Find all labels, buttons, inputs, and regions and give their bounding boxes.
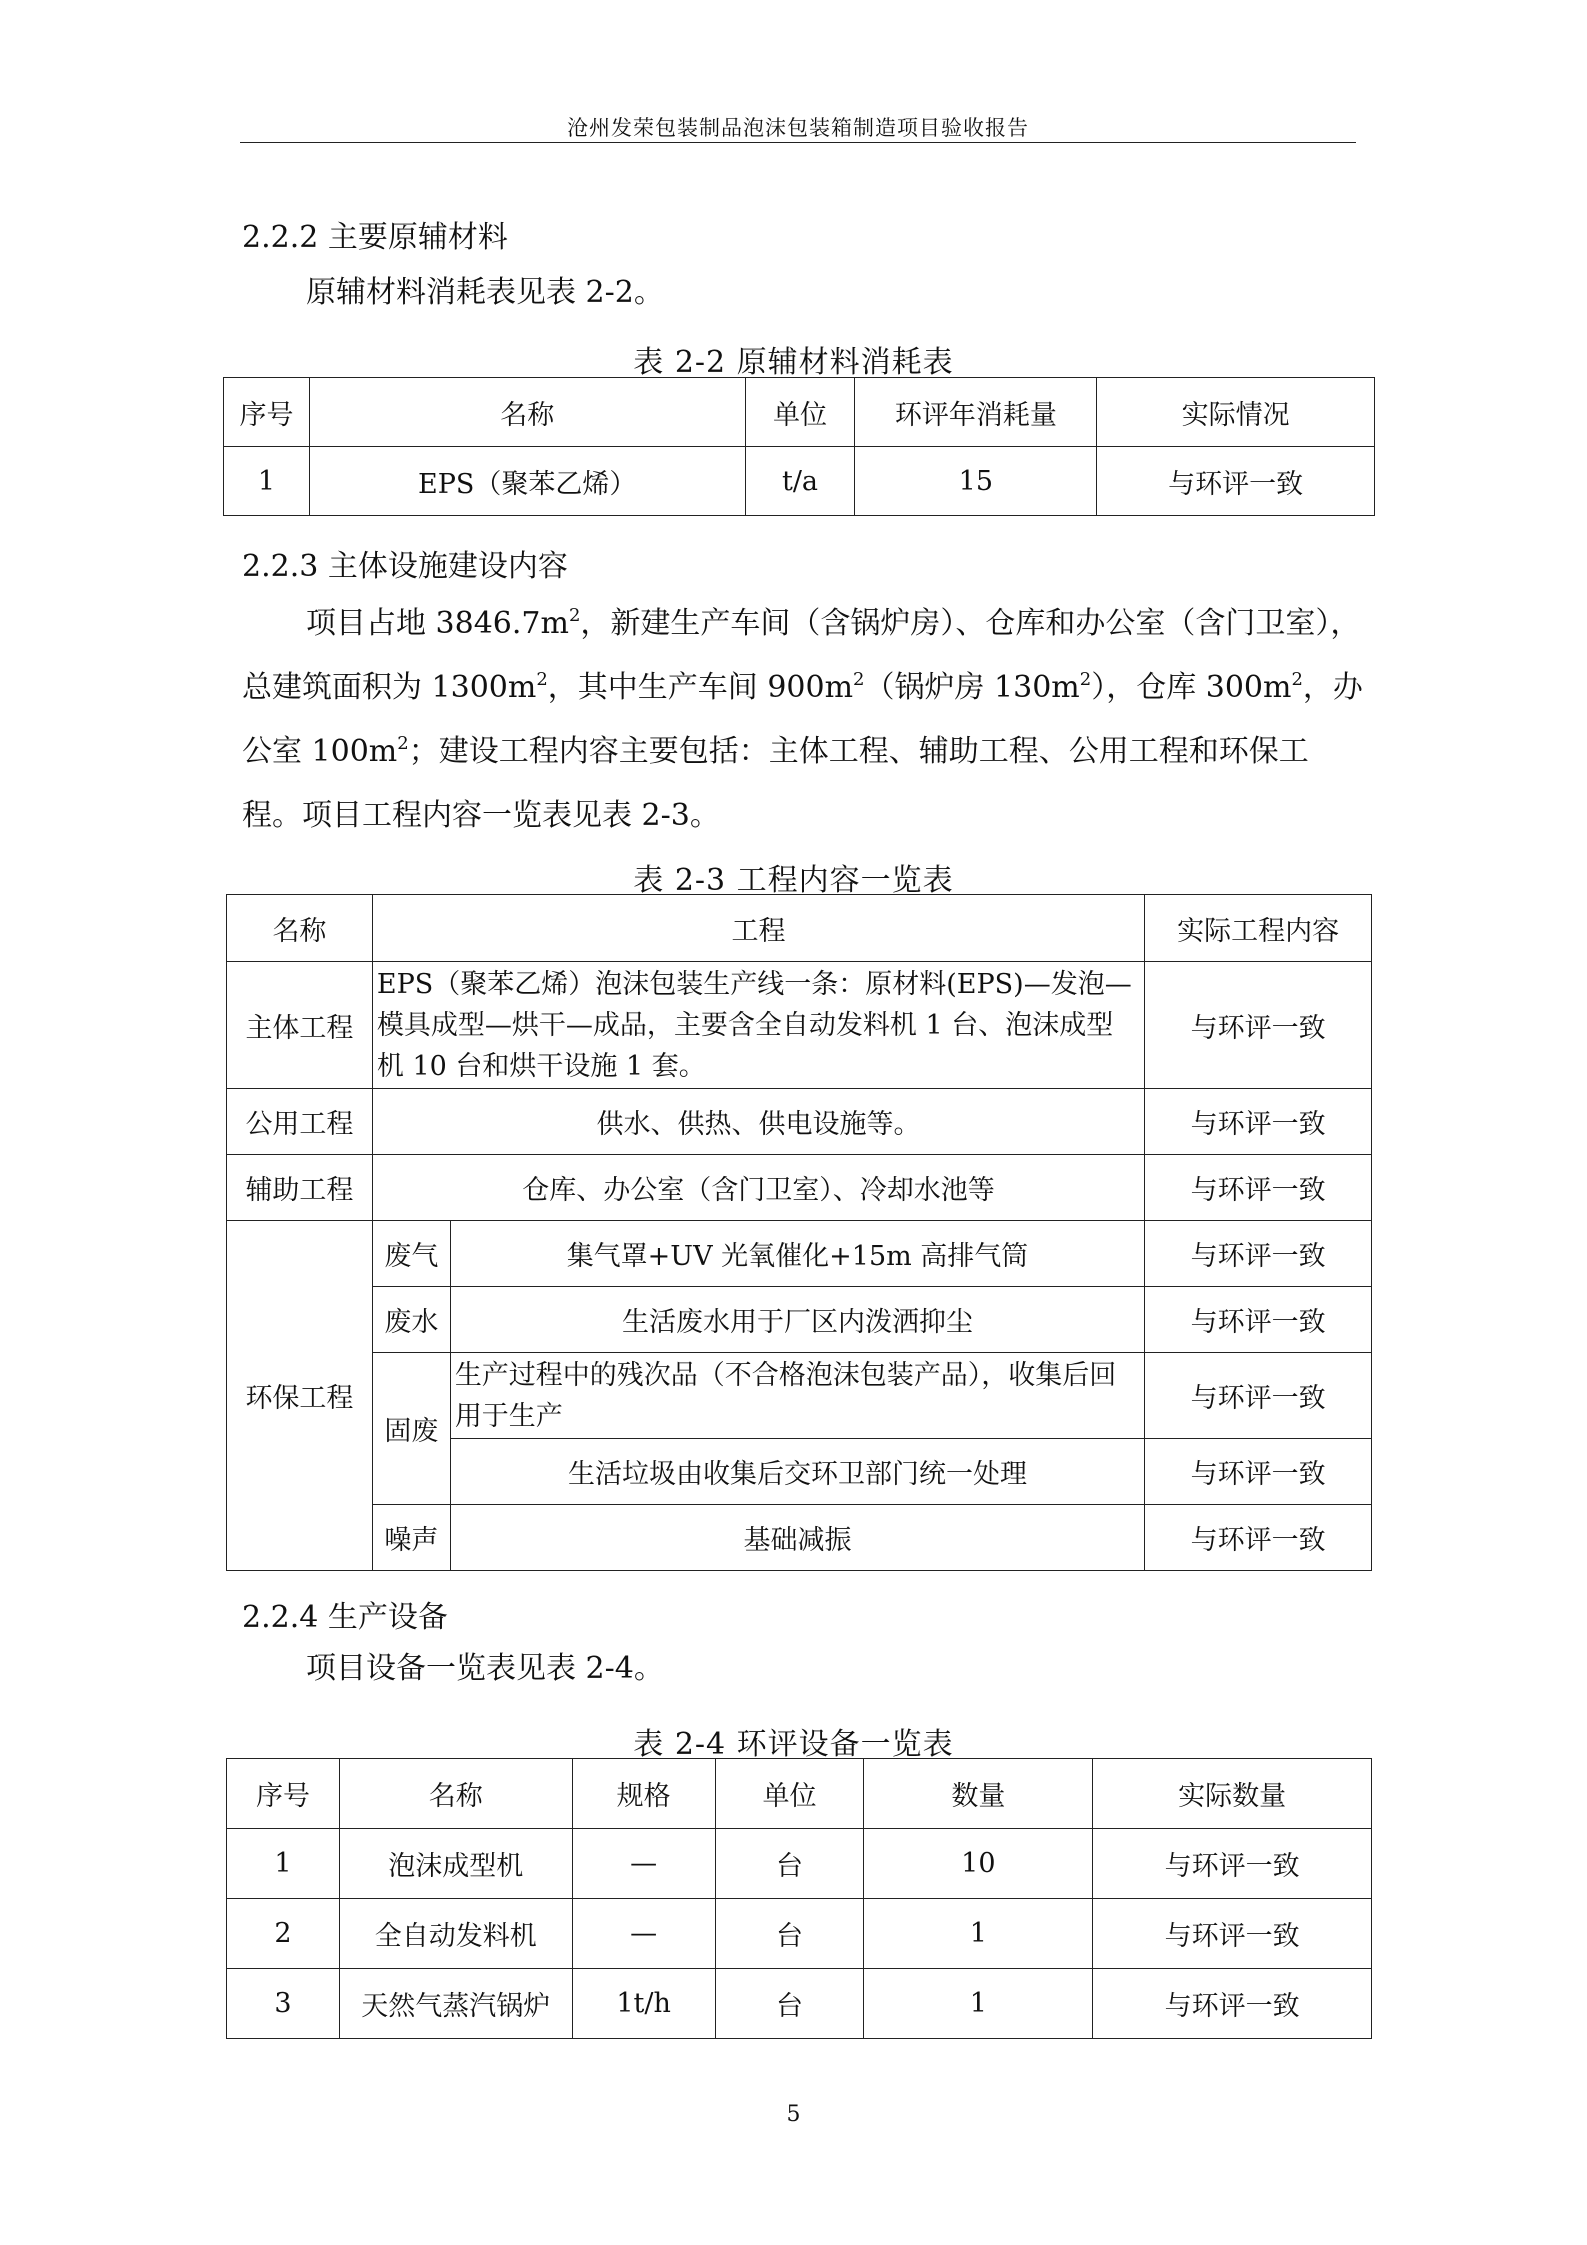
table-row bbox=[224, 447, 1375, 516]
description-line: 用于生产 bbox=[454, 1400, 563, 1432]
page-number: 5 bbox=[786, 2102, 801, 2127]
table-header-row bbox=[227, 1759, 1372, 1829]
table-row bbox=[227, 1089, 1372, 1155]
description-line: 模具成型—烘干—成品，主要含全自动发料机 1 台、泡沫成型 bbox=[376, 1009, 1114, 1041]
table-row bbox=[227, 1899, 1372, 1969]
header-cell: 序号 bbox=[224, 378, 310, 447]
cell: 1 bbox=[224, 447, 310, 516]
row-label: 环保工程 bbox=[227, 1221, 373, 1571]
cell: 与环评一致 bbox=[1145, 1221, 1372, 1287]
description-line: 机 10 台和烘干设施 1 套。 bbox=[376, 1050, 706, 1082]
cell: 1 bbox=[864, 1899, 1093, 1969]
cell: 生活废水用于厂区内泼洒抑尘 bbox=[450, 1287, 1144, 1353]
header-cell: 环评年消耗量 bbox=[855, 378, 1097, 447]
cell: 与环评一致 bbox=[1145, 1505, 1372, 1571]
cell: 集气罩+UV 光氧催化+15m 高排气筒 bbox=[450, 1221, 1144, 1287]
table-row bbox=[227, 1221, 1372, 1287]
table-row bbox=[227, 1505, 1372, 1571]
table-caption-2-2: 表 2-2 原辅材料消耗表 bbox=[633, 345, 954, 380]
row-label: 主体工程 bbox=[227, 962, 373, 1089]
header-cell: 单位 bbox=[715, 1759, 864, 1829]
description-line: EPS（聚苯乙烯）泡沫包装生产线一条：原材料(EPS)—发泡— bbox=[376, 968, 1132, 1000]
table-row bbox=[227, 1155, 1372, 1221]
cell: 与环评一致 bbox=[1093, 1899, 1372, 1969]
cell: EPS（聚苯乙烯） bbox=[309, 447, 745, 516]
cell: 与环评一致 bbox=[1145, 1353, 1372, 1439]
table-row bbox=[227, 1287, 1372, 1353]
table-row bbox=[227, 962, 1372, 1089]
cell: 基础减振 bbox=[450, 1505, 1144, 1571]
description-line: 生产过程中的残次品（不合格泡沫包装产品），收集后回 bbox=[454, 1359, 1117, 1391]
cell: 泡沫成型机 bbox=[339, 1829, 572, 1899]
section-intro-2-2-4: 项目设备一览表见表 2-4。 bbox=[306, 1651, 664, 1686]
table-header-row bbox=[224, 378, 1375, 447]
table-row bbox=[227, 1969, 1372, 2039]
solid-waste-description bbox=[450, 1353, 1144, 1439]
paragraph-line: 程。项目工程内容一览表见表 2-3。 bbox=[242, 798, 720, 833]
paragraph-line: 公室 $100m^2$；建设工程内容主要包括：主体工程、辅助工程、公用工程和环保工 bbox=[242, 733, 1309, 769]
row-label: 公用工程 bbox=[227, 1089, 373, 1155]
header-cell: 实际工程内容 bbox=[1145, 895, 1372, 962]
cell: 与环评一致 bbox=[1145, 1155, 1372, 1221]
table-caption-2-3: 表 2-3 工程内容一览表 bbox=[633, 863, 954, 898]
header-cell: 单位 bbox=[745, 378, 855, 447]
header-rule bbox=[240, 142, 1356, 143]
header-cell: 序号 bbox=[227, 1759, 340, 1829]
section-intro-2-2-2: 原辅材料消耗表见表 2-2。 bbox=[306, 275, 664, 310]
section-heading-2-2-4: 2.2.4 生产设备 bbox=[242, 1600, 448, 1635]
cell: 1t/h bbox=[572, 1969, 715, 2039]
cell: 与环评一致 bbox=[1145, 962, 1372, 1089]
sub-label: 废气 bbox=[372, 1221, 450, 1287]
equipment-table bbox=[226, 1758, 1372, 2039]
cell: 生活垃圾由收集后交环卫部门统一处理 bbox=[450, 1439, 1144, 1505]
cell: 15 bbox=[855, 447, 1097, 516]
paragraph-line: 总建筑面积为 $1300m^2$，其中生产车间 $900m^2$（锅炉房 $130m^2$），仓库 $300m^2$，办 bbox=[242, 669, 1363, 705]
raw-material-table bbox=[223, 377, 1375, 516]
cell: 1 bbox=[227, 1829, 340, 1899]
cell: — bbox=[572, 1829, 715, 1899]
cell: 仓库、办公室（含门卫室）、冷却水池等 bbox=[372, 1155, 1144, 1221]
cell: 与环评一致 bbox=[1093, 1969, 1372, 2039]
header-cell: 名称 bbox=[227, 895, 373, 962]
cell: 供水、供热、供电设施等。 bbox=[372, 1089, 1144, 1155]
cell: 全自动发料机 bbox=[339, 1899, 572, 1969]
header-cell: 名称 bbox=[309, 378, 745, 447]
sub-label: 固废 bbox=[372, 1353, 450, 1505]
cell: 1 bbox=[864, 1969, 1093, 2039]
sub-label: 废水 bbox=[372, 1287, 450, 1353]
cell: 天然气蒸汽锅炉 bbox=[339, 1969, 572, 2039]
header-cell: 实际数量 bbox=[1093, 1759, 1372, 1829]
section-body-2-2-3 bbox=[242, 592, 1363, 848]
cell: t/a bbox=[745, 447, 855, 516]
running-header: 沧州发荣包装制品泡沫包装箱制造项目验收报告 bbox=[567, 116, 1029, 140]
cell: 10 bbox=[864, 1829, 1093, 1899]
project-content-table bbox=[226, 894, 1372, 1571]
main-project-description bbox=[372, 962, 1144, 1089]
cell: 台 bbox=[715, 1829, 864, 1899]
cell: 与环评一致 bbox=[1145, 1089, 1372, 1155]
cell: 与环评一致 bbox=[1097, 447, 1375, 516]
cell: — bbox=[572, 1899, 715, 1969]
header-cell: 数量 bbox=[864, 1759, 1093, 1829]
header-cell: 实际情况 bbox=[1097, 378, 1375, 447]
cell: 与环评一致 bbox=[1145, 1439, 1372, 1505]
cell: 3 bbox=[227, 1969, 340, 2039]
cell: 台 bbox=[715, 1899, 864, 1969]
table-header-row bbox=[227, 895, 1372, 962]
sub-label: 噪声 bbox=[372, 1505, 450, 1571]
table-row bbox=[227, 1353, 1372, 1439]
table-row bbox=[227, 1829, 1372, 1899]
header-cell: 工程 bbox=[372, 895, 1144, 962]
header-cell: 规格 bbox=[572, 1759, 715, 1829]
header-cell: 名称 bbox=[339, 1759, 572, 1829]
cell: 2 bbox=[227, 1899, 340, 1969]
cell: 台 bbox=[715, 1969, 864, 2039]
section-heading-2-2-3: 2.2.3 主体设施建设内容 bbox=[242, 549, 568, 584]
cell: 与环评一致 bbox=[1145, 1287, 1372, 1353]
table-caption-2-4: 表 2-4 环评设备一览表 bbox=[633, 1727, 954, 1762]
cell: 与环评一致 bbox=[1093, 1829, 1372, 1899]
row-label: 辅助工程 bbox=[227, 1155, 373, 1221]
section-heading-2-2-2: 2.2.2 主要原辅材料 bbox=[242, 220, 508, 255]
paragraph-line: 项目占地 $3846.7m^2$，新建生产车间（含锅炉房）、仓库和办公室（含门卫室）， bbox=[306, 605, 1361, 641]
